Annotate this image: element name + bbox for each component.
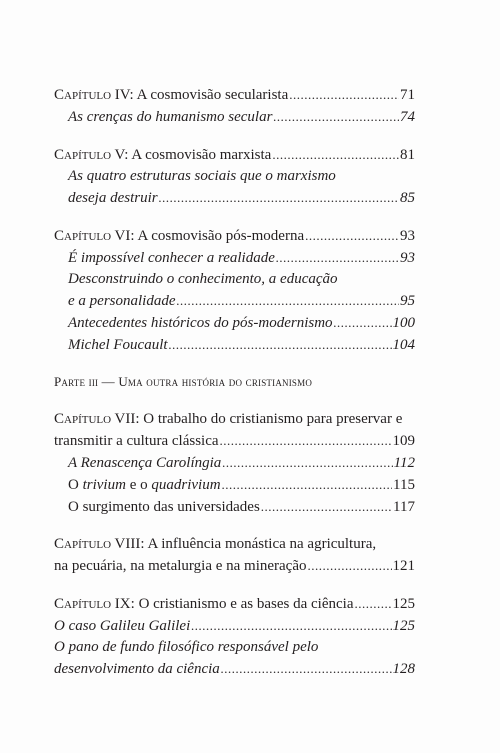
toc-entry [54,187,415,209]
chapter-4-block [54,84,415,128]
toc-entry [54,615,415,637]
chapter-9-entry [54,593,415,615]
chapter-6-title: A cosmovisão pós-moderna [137,228,305,244]
toc-entry: O trivium e o quadrivium ..... 115 [54,474,415,496]
toc-entry [54,247,415,269]
toc-entry-page: 93 [400,250,415,266]
toc-entry [54,312,415,334]
leader-dots [273,106,399,127]
chapter-8-entry-line [54,534,415,555]
leader-dots [289,84,399,105]
chapter-6-entry [54,225,415,247]
toc-entry-title: As crenças do humanismo secular [68,109,273,125]
leader-dots [334,312,392,333]
chapter-6-block [54,225,415,356]
chapter-5-block [54,144,415,209]
chapter-4-entry [54,84,415,106]
toc-entry-page: 117 [393,499,415,515]
chapter-5-prefix: Capítulo V: [54,147,129,163]
leader-dots [222,474,393,495]
leader-dots [276,247,399,268]
chapter-5-entry [54,144,415,166]
toc-entry-title: O caso Galileu Galilei [54,618,191,634]
toc-entry-title: desenvolvimento da ciência [54,661,220,677]
toc-entry [54,334,415,356]
toc-entry-page: 104 [392,337,415,353]
chapter-7-block [54,409,415,518]
toc-entry-title: O surgimento das universidades [68,499,260,515]
toc-entry-page: 112 [393,455,415,471]
toc-entry-page: 95 [400,293,415,309]
toc-entry [54,452,415,474]
toc-entry [54,290,415,312]
chapter-7-entry [54,430,415,452]
leader-dots [261,496,392,517]
toc-entry [54,658,415,680]
leader-dots [159,187,399,208]
chapter-9-block [54,593,415,680]
chapter-6-prefix: Capítulo VI: [54,228,135,244]
toc-entry-line: As quatro estruturas sociais que o marxismo [68,168,336,184]
toc-entry-title: A Renascença Carolíngia [68,455,222,471]
toc-entry-title: e a personalidade [68,293,176,309]
toc-entry-line: Desconstruindo o conhecimento, a educação [68,271,338,287]
chapter-8-prefix: Capítulo VIII: [54,536,145,552]
chapter-8-title: A influência monástica na agricultura, [147,536,377,552]
chapter-7-page: 109 [392,433,415,449]
toc-entry [54,496,415,518]
toc-entry-page: 85 [400,190,415,206]
leader-dots [191,615,391,636]
toc-entry-title: Antecedentes históricos do pós-modernismo [68,315,333,331]
chapter-5-page: 81 [400,147,415,163]
leader-dots [272,144,399,165]
toc-entry-page: 100 [392,315,415,331]
leader-dots [305,225,399,246]
chapter-8-block [54,534,415,577]
chapter-4-prefix: Capítulo IV: [54,87,134,103]
chapter-4-page: 71 [400,87,415,103]
leader-dots [222,452,392,473]
toc-entry-page: 115 [393,477,415,493]
chapter-8-title-cont: na pecuária, na metalurgia e na mineração [54,558,307,574]
leader-dots [176,290,399,311]
toc-entry [54,106,415,128]
chapter-9-page: 125 [392,596,415,612]
part-3-heading: Parte iii — Uma outra história do cristianismo [54,374,313,389]
chapter-6-page: 93 [400,228,415,244]
leader-dots [169,334,392,355]
chapter-7-prefix: Capítulo VII: [54,411,140,427]
toc-entry-page: 74 [400,109,415,125]
chapter-4-title: A cosmovisão secularista [136,87,289,103]
toc-entry-title: deseja destruir [68,190,158,206]
leader-dots [354,593,391,614]
chapter-8-entry [54,555,415,577]
toc-entry-page: 125 [392,618,415,634]
leader-dots [221,658,392,679]
chapter-9-prefix: Capítulo IX: [54,596,135,612]
toc-entry-line: O pano de fundo filosófico responsável pelo [54,639,319,655]
toc-entry-page: 128 [392,661,415,677]
leader-dots [220,430,392,451]
chapter-9-title: O cristianismo e as bases da ciência [138,596,354,612]
chapter-7-entry-line [54,409,415,430]
chapter-7-title-cont: transmitir a cultura clássica [54,433,219,449]
chapter-5-title: A cosmovisão marxista [131,147,272,163]
toc-entry-title: Michel Foucault [68,337,168,353]
chapter-8-page: 121 [392,558,415,574]
table-of-contents [54,84,415,696]
leader-dots [308,555,392,576]
toc-entry-title: É impossível conhecer a realidade [68,250,275,266]
chapter-7-title: O trabalho do cristianismo para preservar e [143,411,403,427]
